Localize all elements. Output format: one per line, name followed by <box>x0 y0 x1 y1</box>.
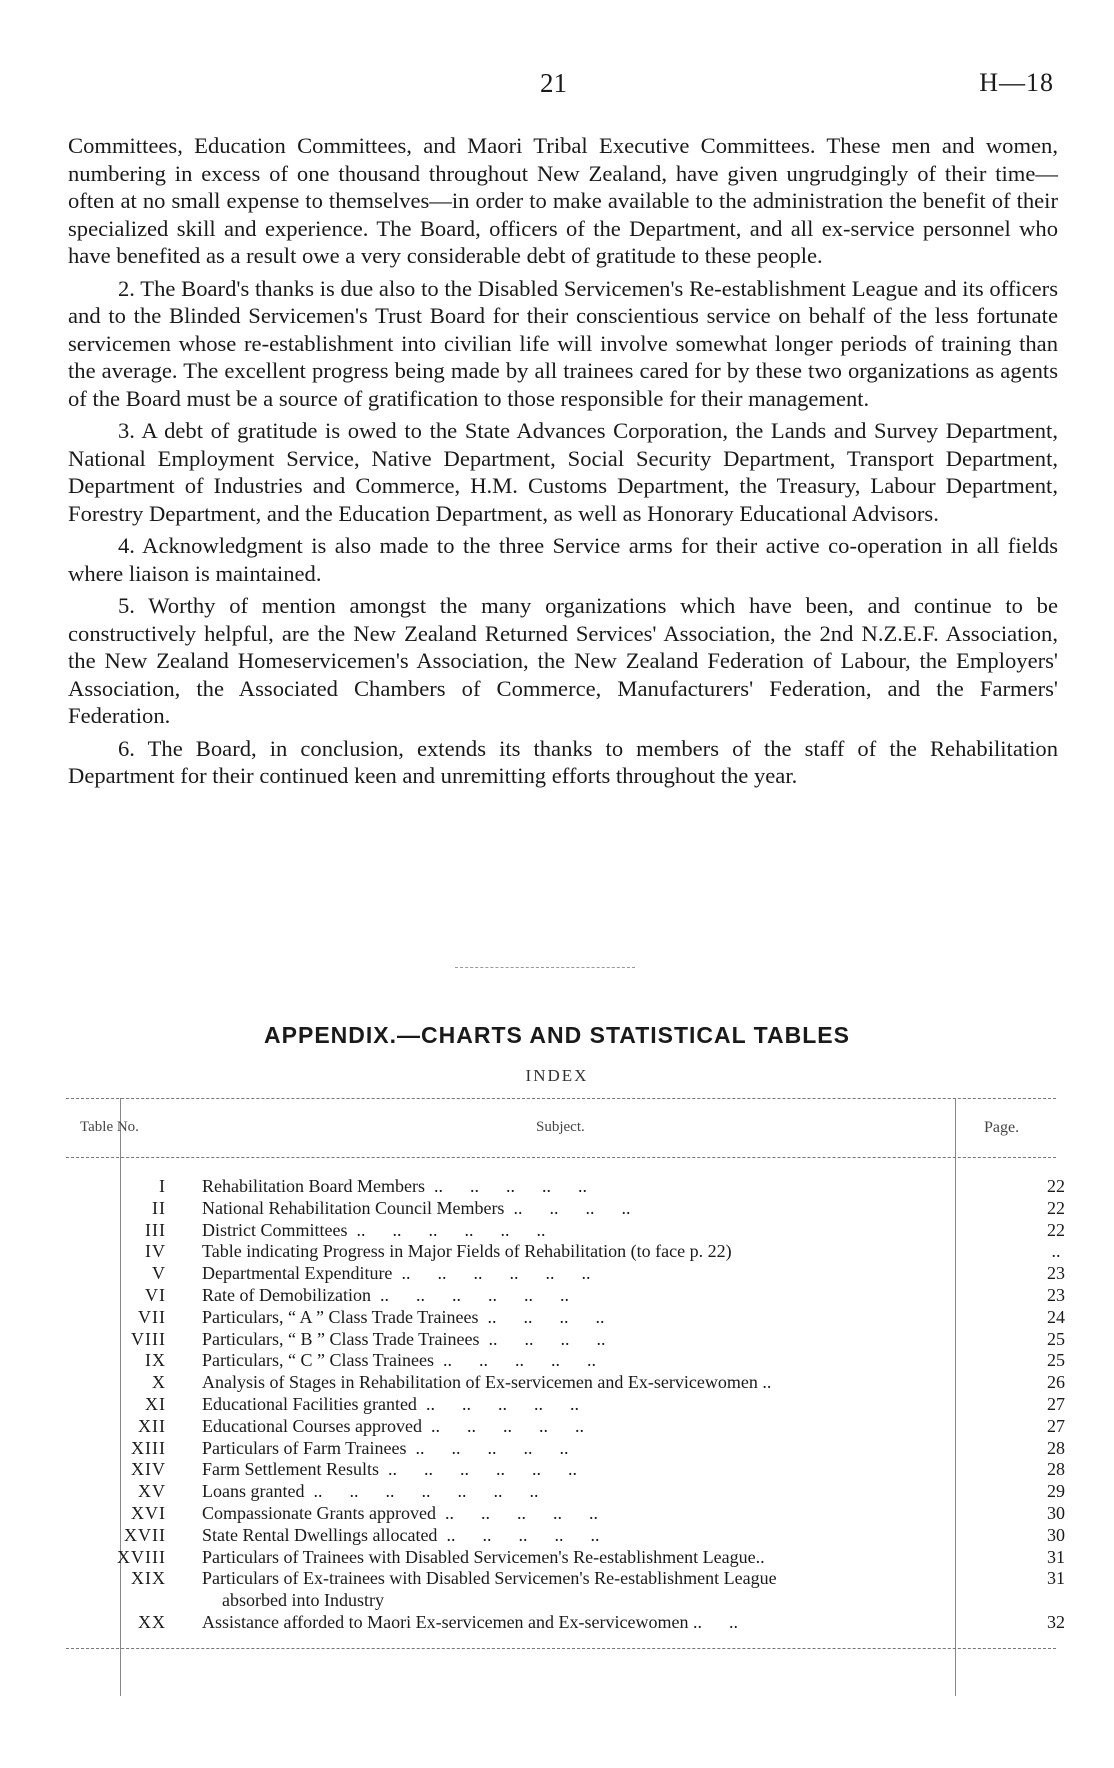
subject-text: Particulars, “ A ” Class Trade Trainees <box>202 1306 479 1327</box>
dot-leader: .. .. .. .. .. .. <box>392 1263 591 1284</box>
table-row <box>66 1502 1065 1525</box>
table-number-cell: XIII <box>131 1437 166 1458</box>
page-cell: 31 <box>1047 1568 1065 1589</box>
table-row <box>66 1393 1065 1416</box>
section-divider <box>455 967 635 968</box>
page-cell: 25 <box>1047 1328 1065 1349</box>
table-row <box>66 1568 1065 1612</box>
table-row <box>66 1263 1065 1285</box>
subject-cell <box>202 1394 1002 1416</box>
subject-cell <box>202 1220 1002 1242</box>
subject-text: Departmental Expenditure <box>202 1263 393 1284</box>
subject-cell <box>202 1503 1002 1525</box>
table-bottom-rule <box>66 1648 1056 1649</box>
table-row <box>66 1481 1065 1503</box>
table-number-cell: XIX <box>131 1568 166 1589</box>
subject-text: Farm Settlement Results <box>202 1459 379 1480</box>
page-cell: 32 <box>1047 1611 1065 1632</box>
table-number-cell: VIII <box>131 1328 166 1349</box>
subject-text: Compassionate Grants approved <box>202 1502 436 1523</box>
table-header <box>66 1099 1056 1157</box>
subject-cell <box>202 1198 1002 1220</box>
subject-text: Table indicating Progress in Major Fields of Rehabilitation (to face p. 22) <box>202 1241 732 1262</box>
table-row <box>66 1197 1065 1220</box>
index-table <box>66 1098 1065 1649</box>
subject-text: Particulars of Farm Trainees <box>202 1437 407 1458</box>
table-row <box>66 1437 1065 1460</box>
table-row <box>66 1459 1065 1481</box>
table-row <box>66 1241 1061 1263</box>
dot-leader: .. .. .. .. .. <box>424 1176 587 1196</box>
table-number-cell: XI <box>145 1393 166 1414</box>
paragraph-6: 6. The Board, in conclusion, extends its thanks to members of the staff of the Rehabilitation Department for their continued keen and unremitting efforts throughout the year. <box>68 735 1058 788</box>
dot-leader: .. .. .. .. .. <box>437 1524 600 1545</box>
table-number-cell: XIV <box>131 1459 166 1480</box>
page-cell: 28 <box>1047 1459 1065 1480</box>
subject-text: National Rehabilitation Council Members <box>202 1197 505 1218</box>
table-row <box>66 1415 1065 1438</box>
column-header-subject: Subject. <box>536 1119 585 1135</box>
table-row <box>66 1219 1065 1242</box>
subject-cell <box>202 1176 1002 1198</box>
table-number-cell: V <box>152 1263 166 1284</box>
table-row <box>66 1306 1065 1329</box>
subject-text: Loans granted <box>202 1481 305 1502</box>
dot-leader: .. .. .. .. .. .. <box>347 1219 546 1240</box>
table-number-cell: XII <box>138 1415 166 1436</box>
column-header-page: Page. <box>984 1119 1020 1136</box>
page-cell: 27 <box>1047 1393 1065 1414</box>
dot-leader: .. .. .. .. .. .. <box>379 1459 577 1480</box>
subject-cell <box>202 1459 1002 1481</box>
page-cell: 26 <box>1047 1372 1065 1393</box>
page-cell: 24 <box>1047 1306 1065 1327</box>
paragraph-4: 4. Acknowledgment is also made to the three Service arms for their active co-operation in all fields where liaison is maintained. <box>68 533 1058 586</box>
dot-leader: .. .. .. .. <box>478 1306 605 1327</box>
table-number-cell: XV <box>138 1481 166 1502</box>
table-number-cell: XX <box>138 1611 166 1632</box>
dot-leader: .. .. .. .. .. .. .. <box>304 1481 539 1502</box>
paragraph-1: Committees, Education Committees, and Maori Tribal Executive Committees. These men and women, numbering in excess of one thousand throughout New Zealand, have given ungrudgingly of their time—often at no small expense to themselves—in order to make available to the administration the benefit of their specialized skill and experience. The Board, officers of the Department, and all ex-service personnel who have benefited as a result owe a very considerable debt of gratitude to these people. <box>68 133 1058 268</box>
page-cell: 23 <box>1047 1263 1065 1284</box>
page-cell: 27 <box>1047 1415 1065 1436</box>
table-row <box>66 1372 1065 1394</box>
subject-cell <box>202 1372 1002 1394</box>
table-body <box>66 1158 1065 1634</box>
index-title: INDEX <box>525 1066 589 1085</box>
dot-leader: .. <box>702 1611 738 1632</box>
subject-cell <box>202 1285 1002 1307</box>
table-number-cell: IV <box>145 1241 166 1262</box>
subject-text: Particulars of Trainees with Disabled Servicemen's Re-establishment League.. <box>202 1546 765 1567</box>
dot-leader: .. .. .. .. .. <box>421 1415 584 1436</box>
table-row <box>66 1524 1065 1547</box>
dot-leader: .. .. .. .. <box>479 1328 606 1349</box>
table-number-cell: VII <box>138 1306 166 1327</box>
table-row <box>66 1350 1065 1372</box>
subject-text: Educational Facilities granted <box>202 1393 417 1414</box>
page-cell: 22 <box>1047 1197 1065 1218</box>
subject-text: Educational Courses approved <box>202 1415 422 1436</box>
dot-leader: .. .. .. .. .. <box>406 1437 569 1458</box>
page-cell: 29 <box>1047 1481 1065 1502</box>
table-number-cell: VI <box>145 1284 166 1305</box>
subject-cell <box>202 1350 1002 1372</box>
subject-cell <box>202 1263 1002 1285</box>
page-cell: 25 <box>1047 1350 1065 1371</box>
paragraph-2: 2. The Board's thanks is due also to the Disabled Servicemen's Re-establishment League and its officers and to the Blinded Servicemen's Trust Board for their conscientious service on behalf of the less fortunate servicemen whose re-establishment into civilian life will involve somewhat longer periods of training than the average. The excellent progress being made by all trainees cared for by these two organizations as agents of the Board must be a source of gratification to those responsible for their management. <box>68 275 1058 411</box>
subject-cell <box>202 1481 1002 1503</box>
dot-leader: .. .. .. .. .. <box>433 1350 596 1371</box>
subject-cell <box>202 1241 1002 1263</box>
appendix-title: APPENDIX.—CHARTS AND STATISTICAL TABLES <box>264 1022 850 1048</box>
subject-text: Particulars, “ B ” Class Trade Trainees <box>202 1328 480 1349</box>
page-header <box>0 68 1114 98</box>
table-number-cell: X <box>152 1372 166 1393</box>
subject-cell <box>202 1307 1002 1329</box>
subject-text: Particulars, “ C ” Class Trainees <box>202 1350 434 1371</box>
body-text <box>68 132 1058 795</box>
subject-cell <box>202 1568 1002 1590</box>
page-cell: 22 <box>1047 1219 1065 1240</box>
page-cell: 30 <box>1047 1524 1065 1545</box>
table-row <box>66 1611 1065 1634</box>
page-cell: 22 <box>1047 1176 1065 1196</box>
subject-text: District Committees <box>202 1219 348 1240</box>
table-row <box>66 1546 1065 1569</box>
subject-cell <box>202 1612 1002 1634</box>
paragraph-5: 5. Worthy of mention amongst the many organizations which have been, and continue to be constructively helpful, are the New Zealand Returned Services' Association, the 2nd N.Z.E.F. Association, the New Zealand Homeservicemen's Association, the New Zealand Federation of Labour, the Employers' Association, the Associated Chambers of Commerce, Manufacturers' Federation, and the Farmers' Federation. <box>68 593 1058 728</box>
table-number-cell: XVI <box>131 1502 166 1523</box>
subject-continuation: absorbed into Industry <box>222 1590 384 1611</box>
subject-cell <box>202 1416 1002 1438</box>
document-code: H—18 <box>979 68 1054 97</box>
subject-cell <box>202 1329 1002 1351</box>
subject-text: Rehabilitation Board Members <box>202 1176 425 1196</box>
paragraph-3: 3. A debt of gratitude is owed to the State Advances Corporation, the Lands and Survey Department, National Employment Service, Native Department, Social Security Department, Transport Department, Department of Industries and Commerce, H.M. Customs Department, the Treasury, Labour Department, Forestry Department, and the Education Department, as well as Honorary Educational Advisors. <box>68 418 1058 526</box>
page-number: 21 <box>540 68 567 98</box>
table-number-cell: I <box>159 1176 166 1196</box>
dot-leader: .. .. .. .. .. <box>435 1502 598 1523</box>
subject-cell <box>202 1525 1002 1547</box>
column-header-table-no: Table No. <box>80 1119 139 1135</box>
page-cell: 28 <box>1047 1437 1065 1458</box>
subject-text: Assistance afforded to Maori Ex-servicemen and Ex-servicewomen .. <box>202 1611 702 1632</box>
table-number-cell: XVII <box>124 1524 166 1545</box>
dot-leader: .. .. .. .. <box>504 1197 631 1218</box>
dot-leader: .. .. .. .. .. <box>416 1393 579 1414</box>
table-row <box>66 1328 1065 1351</box>
subject-text: Rate of Demobilization <box>202 1284 371 1305</box>
page-cell: 31 <box>1047 1546 1065 1567</box>
subject-cell <box>202 1547 1002 1569</box>
table-row <box>66 1284 1065 1307</box>
table-row <box>66 1176 1065 1198</box>
table-number-cell: XVIII <box>117 1546 166 1567</box>
page-cell: .. <box>1051 1241 1061 1262</box>
page-cell: 23 <box>1047 1284 1065 1305</box>
table-number-cell: II <box>152 1197 166 1218</box>
subject-text: Analysis of Stages in Rehabilitation of Ex-servicemen and Ex-servicewomen .. <box>202 1372 772 1393</box>
table-number-cell: IX <box>145 1350 166 1371</box>
page-cell: 30 <box>1047 1502 1065 1523</box>
subject-text: State Rental Dwellings allocated <box>202 1524 438 1545</box>
subject-cell <box>202 1438 1002 1460</box>
dot-leader: .. .. .. .. .. .. <box>370 1284 569 1305</box>
table-number-cell: III <box>145 1219 166 1240</box>
subject-text: Particulars of Ex-trainees with Disabled Servicemen's Re-establishment League <box>202 1568 777 1589</box>
